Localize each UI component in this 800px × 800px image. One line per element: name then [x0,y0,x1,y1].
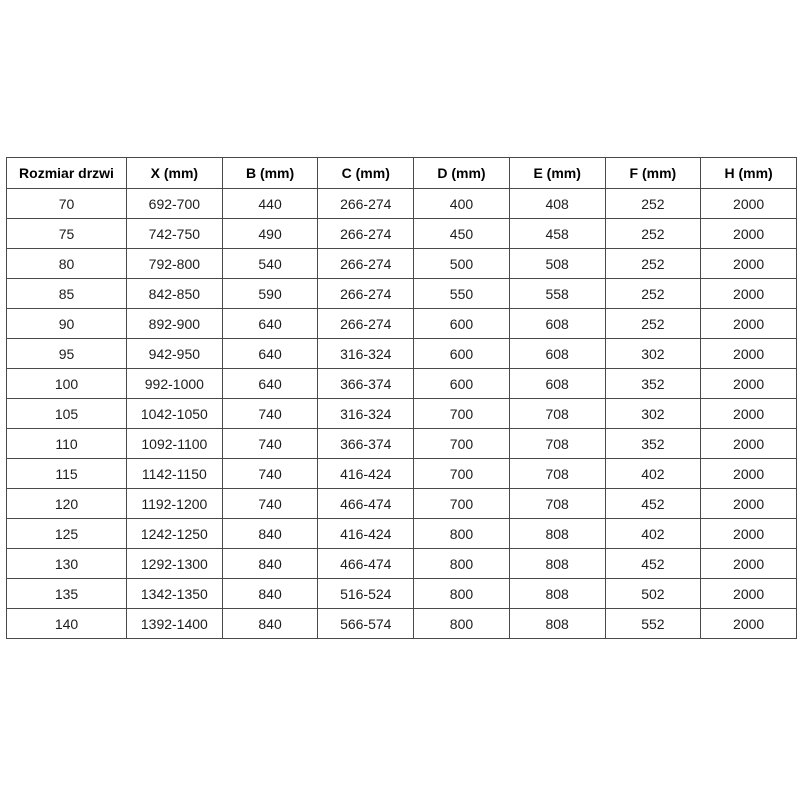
table-cell: 540 [222,249,318,279]
table-cell: 466-474 [318,489,414,519]
table-cell: 302 [605,399,701,429]
table-cell: 302 [605,339,701,369]
column-header: E (mm) [509,158,605,189]
table-cell: 2000 [701,279,797,309]
table-cell: 2000 [701,249,797,279]
table-cell: 266-274 [318,279,414,309]
table-row [7,399,797,429]
table-cell: 992-1000 [127,369,223,399]
table-row [7,339,797,369]
table-cell: 708 [509,489,605,519]
table-cell: 1392-1400 [127,609,223,639]
table-row [7,429,797,459]
table-cell: 708 [509,459,605,489]
table-cell: 808 [509,609,605,639]
table-cell: 500 [414,249,510,279]
table-cell: 2000 [701,339,797,369]
table-cell: 252 [605,309,701,339]
table-cell: 1342-1350 [127,579,223,609]
table-cell: 640 [222,339,318,369]
table-row [7,489,797,519]
table-cell: 516-524 [318,579,414,609]
table-cell: 266-274 [318,309,414,339]
table-cell: 808 [509,519,605,549]
table-cell: 800 [414,579,510,609]
table-cell: 140 [7,609,127,639]
table-cell: 800 [414,609,510,639]
table-cell: 508 [509,249,605,279]
table-cell: 600 [414,339,510,369]
table-cell: 450 [414,219,510,249]
table-row [7,609,797,639]
table-row [7,549,797,579]
door-size-table [6,157,797,639]
table-cell: 1142-1150 [127,459,223,489]
table-cell: 842-850 [127,279,223,309]
table-cell: 700 [414,459,510,489]
table-header-row [7,158,797,189]
table-cell: 608 [509,339,605,369]
table-cell: 800 [414,549,510,579]
table-cell: 366-374 [318,369,414,399]
table-cell: 2000 [701,579,797,609]
door-size-table-container [6,157,797,639]
table-cell: 640 [222,369,318,399]
table-cell: 640 [222,309,318,339]
table-cell: 316-324 [318,339,414,369]
table-cell: 892-900 [127,309,223,339]
table-cell: 366-374 [318,429,414,459]
table-cell: 252 [605,219,701,249]
table-cell: 608 [509,369,605,399]
table-cell: 2000 [701,309,797,339]
table-row [7,219,797,249]
table-cell: 440 [222,189,318,219]
table-cell: 800 [414,519,510,549]
table-cell: 408 [509,189,605,219]
table-cell: 558 [509,279,605,309]
table-cell: 1092-1100 [127,429,223,459]
table-cell: 252 [605,249,701,279]
table-cell: 120 [7,489,127,519]
table-cell: 808 [509,549,605,579]
table-cell: 466-474 [318,549,414,579]
table-row [7,579,797,609]
table-row [7,459,797,489]
table-cell: 2000 [701,399,797,429]
table-cell: 2000 [701,609,797,639]
column-header: D (mm) [414,158,510,189]
table-cell: 458 [509,219,605,249]
table-cell: 840 [222,579,318,609]
table-cell: 808 [509,579,605,609]
table-cell: 608 [509,309,605,339]
table-cell: 490 [222,219,318,249]
table-row [7,519,797,549]
table-cell: 452 [605,489,701,519]
table-cell: 316-324 [318,399,414,429]
table-cell: 2000 [701,489,797,519]
table-cell: 708 [509,399,605,429]
table-cell: 740 [222,459,318,489]
table-cell: 90 [7,309,127,339]
table-cell: 125 [7,519,127,549]
table-cell: 692-700 [127,189,223,219]
table-cell: 700 [414,399,510,429]
table-cell: 2000 [701,369,797,399]
table-cell: 740 [222,489,318,519]
table-row [7,189,797,219]
table-cell: 266-274 [318,249,414,279]
table-cell: 2000 [701,549,797,579]
table-cell: 566-574 [318,609,414,639]
column-header: Rozmiar drzwi [7,158,127,189]
table-cell: 550 [414,279,510,309]
table-cell: 740 [222,399,318,429]
table-cell: 85 [7,279,127,309]
table-cell: 942-950 [127,339,223,369]
table-cell: 590 [222,279,318,309]
table-cell: 400 [414,189,510,219]
table-cell: 1242-1250 [127,519,223,549]
table-cell: 792-800 [127,249,223,279]
column-header: H (mm) [701,158,797,189]
table-cell: 2000 [701,219,797,249]
table-cell: 135 [7,579,127,609]
table-cell: 252 [605,189,701,219]
table-cell: 2000 [701,519,797,549]
table-cell: 600 [414,369,510,399]
table-cell: 502 [605,579,701,609]
column-header: B (mm) [222,158,318,189]
table-cell: 2000 [701,429,797,459]
table-cell: 840 [222,549,318,579]
table-cell: 100 [7,369,127,399]
table-cell: 742-750 [127,219,223,249]
table-cell: 740 [222,429,318,459]
table-cell: 700 [414,429,510,459]
table-cell: 130 [7,549,127,579]
table-cell: 402 [605,459,701,489]
table-cell: 110 [7,429,127,459]
table-cell: 1192-1200 [127,489,223,519]
table-row [7,279,797,309]
table-row [7,309,797,339]
table-cell: 80 [7,249,127,279]
column-header: X (mm) [127,158,223,189]
table-cell: 600 [414,309,510,339]
table-cell: 402 [605,519,701,549]
table-cell: 70 [7,189,127,219]
table-header [7,158,797,189]
table-row [7,249,797,279]
table-row [7,369,797,399]
table-cell: 266-274 [318,189,414,219]
table-cell: 2000 [701,459,797,489]
table-cell: 1292-1300 [127,549,223,579]
table-cell: 105 [7,399,127,429]
table-cell: 452 [605,549,701,579]
table-cell: 708 [509,429,605,459]
table-cell: 95 [7,339,127,369]
table-cell: 252 [605,279,701,309]
table-cell: 352 [605,369,701,399]
table-cell: 75 [7,219,127,249]
table-cell: 840 [222,609,318,639]
column-header: C (mm) [318,158,414,189]
table-cell: 416-424 [318,459,414,489]
table-cell: 115 [7,459,127,489]
table-cell: 1042-1050 [127,399,223,429]
column-header: F (mm) [605,158,701,189]
table-cell: 416-424 [318,519,414,549]
table-cell: 266-274 [318,219,414,249]
table-cell: 352 [605,429,701,459]
table-cell: 2000 [701,189,797,219]
table-body [7,189,797,639]
table-cell: 840 [222,519,318,549]
table-cell: 700 [414,489,510,519]
table-cell: 552 [605,609,701,639]
